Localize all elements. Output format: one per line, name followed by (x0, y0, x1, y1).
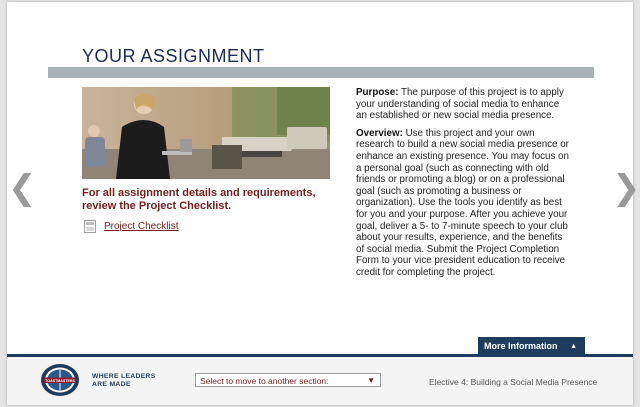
section-select[interactable] (195, 373, 381, 387)
assignment-note: For all assignment details and requirements, review the Project Checklist. (82, 187, 316, 212)
triangle-up-icon: ▲ (570, 342, 577, 350)
section-select-label: Select to move to another section: (200, 376, 329, 386)
svg-text:TOASTMASTERS: TOASTMASTERS (45, 378, 75, 383)
assignment-photo (82, 87, 330, 179)
chevron-right-icon[interactable]: ❯ (612, 168, 640, 208)
purpose-paragraph (356, 87, 570, 122)
tagline-line-1: WHERE LEADERS (92, 373, 156, 380)
section-name: Elective 4: Building a Social Media Presence (429, 377, 598, 387)
purpose-label: Purpose: (356, 87, 399, 98)
toastmasters-logo (40, 363, 80, 397)
purpose-text: The purpose of this project is to apply your understanding of social media to enhance an established or new social media presence. (356, 87, 564, 122)
chevron-left-icon[interactable]: ❮ (8, 168, 37, 208)
project-checklist-link[interactable]: Project Checklist (104, 220, 179, 232)
document-icon (84, 220, 96, 233)
overview-text: Use this project and your own research to build a new social media presence or enhance an existing presence. You may focus on a personal goal (such as connecting with old friends or promoting a blog) or on a professional goal (such as promoting a business or organization). Use the tools you identify as best for you and your purpose. After you achieve your goal, deliver a 5- to 7-minute speech to your club about your results, experience, and the benefits of social media. Submit the Project Completion Form to your vice president education to receive credit for completing the project. (356, 127, 569, 278)
overview-label: Overview: (356, 127, 403, 139)
title-divider (48, 67, 594, 78)
project-checklist-row[interactable] (84, 219, 178, 233)
more-information-label: More Information (484, 341, 558, 351)
tagline (92, 373, 156, 389)
page-title: YOUR ASSIGNMENT (82, 46, 265, 66)
overview-paragraph (356, 128, 570, 279)
more-information-button[interactable] (478, 337, 585, 355)
tagline-line-2: ARE MADE (92, 381, 131, 388)
assignment-details (356, 87, 570, 285)
dropdown-arrow-icon: ▼ (367, 376, 375, 385)
